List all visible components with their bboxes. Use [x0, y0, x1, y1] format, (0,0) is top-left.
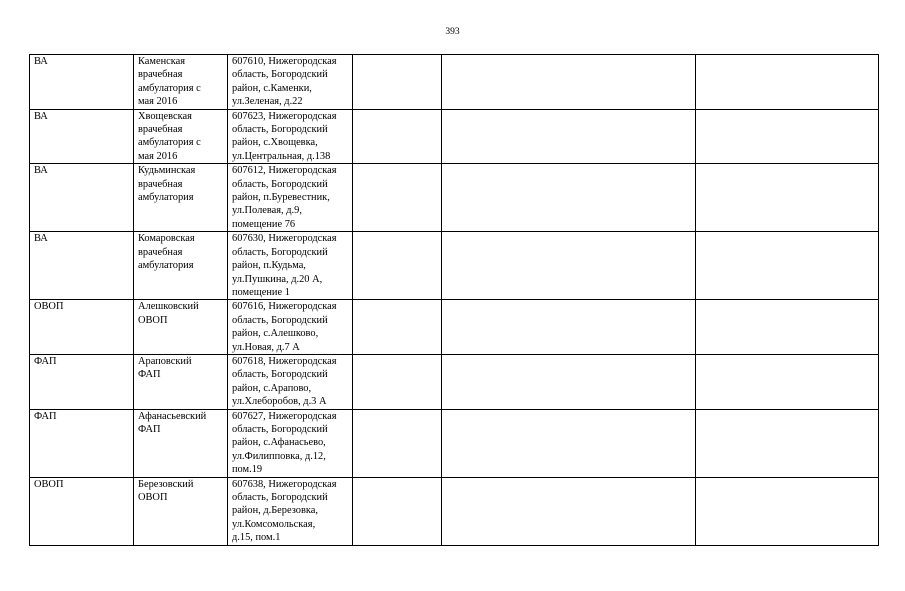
- facility-address-cell: 607630, Нижегородская область, Богородский район, п.Кудьма, ул.Пушкина, д.20 А, помещение 1: [228, 232, 353, 300]
- facility-address-cell: 607616, Нижегородская область, Богородский район, с.Алешково, ул.Новая, д.7 А: [228, 300, 353, 355]
- empty-cell: [353, 232, 442, 300]
- facility-name-cell: Комаровская врачебная амбулатория: [134, 232, 228, 300]
- table-body: [30, 55, 879, 546]
- table-row: [30, 109, 879, 164]
- facility-address-cell: 607627, Нижегородская область, Богородский район, с.Афанасьево, ул.Филипповка, д.12, пом.19: [228, 409, 353, 477]
- facility-address-cell: 607612, Нижегородская область, Богородский район, п.Буревестник, ул.Полевая, д.9, помещение 76: [228, 164, 353, 232]
- table-row: [30, 300, 879, 355]
- facility-type-cell: ВА: [30, 232, 134, 300]
- facilities-table: [29, 54, 879, 546]
- empty-cell: [442, 354, 696, 409]
- facility-name-cell: Березовский ОВОП: [134, 477, 228, 545]
- facility-type-cell: ВА: [30, 109, 134, 164]
- facility-name-cell: Хвощевская врачебная амбулатория с мая 2016: [134, 109, 228, 164]
- empty-cell: [353, 409, 442, 477]
- page-number: 393: [445, 27, 460, 37]
- facility-name-cell: Алешковский ОВОП: [134, 300, 228, 355]
- empty-cell: [696, 409, 879, 477]
- facility-address-cell: 607618, Нижегородская область, Богородский район, с.Арапово, ул.Хлеборобов, д.3 А: [228, 354, 353, 409]
- empty-cell: [696, 164, 879, 232]
- empty-cell: [442, 109, 696, 164]
- table-row: [30, 354, 879, 409]
- facility-type-cell: ФАП: [30, 409, 134, 477]
- empty-cell: [353, 109, 442, 164]
- table-row: [30, 55, 879, 110]
- table-row: [30, 164, 879, 232]
- facility-type-cell: ОВОП: [30, 477, 134, 545]
- empty-cell: [442, 55, 696, 110]
- table-row: [30, 232, 879, 300]
- facility-address-cell: 607623, Нижегородская область, Богородский район, с.Хвощевка, ул.Центральная, д.138: [228, 109, 353, 164]
- facility-type-cell: ФАП: [30, 354, 134, 409]
- empty-cell: [442, 232, 696, 300]
- empty-cell: [696, 354, 879, 409]
- empty-cell: [442, 409, 696, 477]
- empty-cell: [696, 109, 879, 164]
- facility-name-cell: Кудьминская врачебная амбулатория: [134, 164, 228, 232]
- empty-cell: [353, 477, 442, 545]
- empty-cell: [353, 55, 442, 110]
- table-row: [30, 409, 879, 477]
- empty-cell: [696, 300, 879, 355]
- empty-cell: [696, 232, 879, 300]
- empty-cell: [442, 477, 696, 545]
- empty-cell: [442, 300, 696, 355]
- empty-cell: [353, 164, 442, 232]
- table-row: [30, 477, 879, 545]
- facility-name-cell: Афанасьевский ФАП: [134, 409, 228, 477]
- facility-type-cell: ВА: [30, 55, 134, 110]
- facility-name-cell: Араповский ФАП: [134, 354, 228, 409]
- facility-address-cell: 607638, Нижегородская область, Богородский район, д.Березовка, ул.Комсомольская, д.15, пом.1: [228, 477, 353, 545]
- empty-cell: [353, 300, 442, 355]
- facility-address-cell: 607610, Нижегородская область, Богородский район, с.Каменки, ул.Зеленая, д.22: [228, 55, 353, 110]
- facility-name-cell: Каменская врачебная амбулатория с мая 2016: [134, 55, 228, 110]
- empty-cell: [353, 354, 442, 409]
- empty-cell: [696, 55, 879, 110]
- facility-type-cell: ВА: [30, 164, 134, 232]
- empty-cell: [442, 164, 696, 232]
- empty-cell: [696, 477, 879, 545]
- facility-type-cell: ОВОП: [30, 300, 134, 355]
